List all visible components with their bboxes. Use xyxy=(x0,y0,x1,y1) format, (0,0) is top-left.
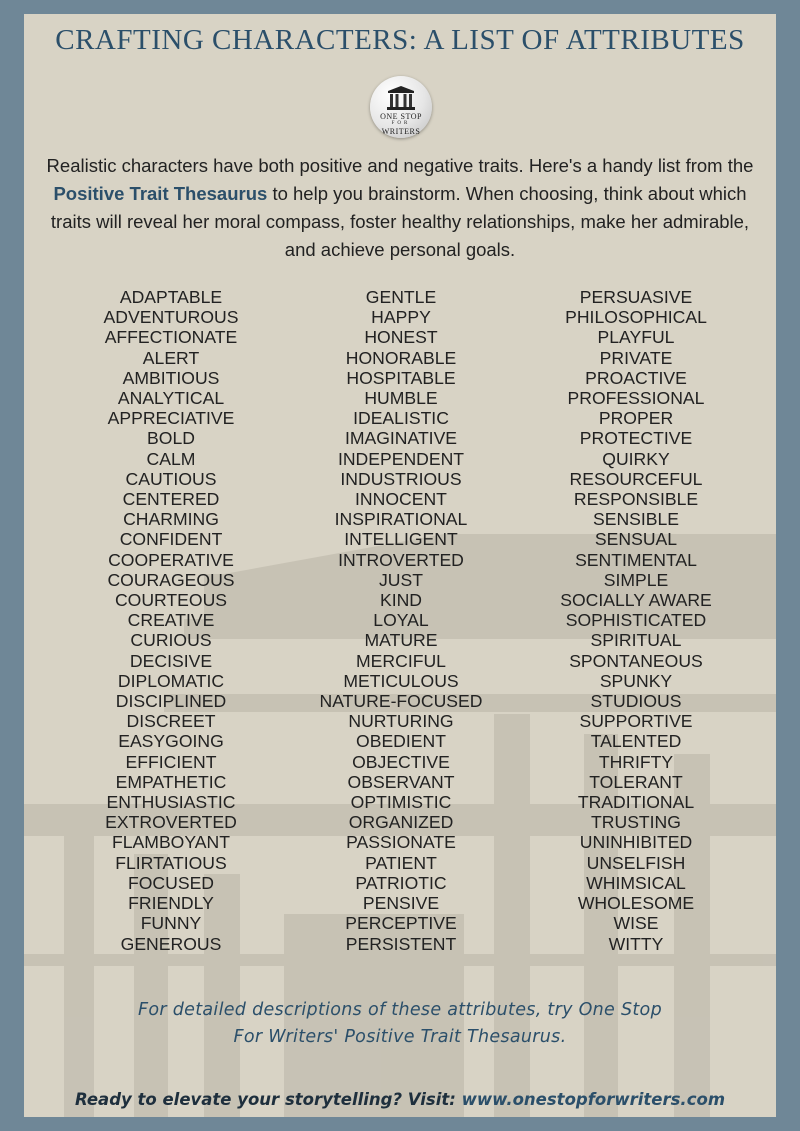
attribute-item: HOSPITABLE xyxy=(346,367,456,388)
attribute-item: GENEROUS xyxy=(120,933,222,954)
attribute-item: SIMPLE xyxy=(603,569,669,590)
attribute-item: KIND xyxy=(379,590,423,611)
attribute-item: AMBITIOUS xyxy=(122,367,220,388)
attribute-item: INDEPENDENT xyxy=(337,448,465,469)
attribute-item: UNSELFISH xyxy=(586,852,686,873)
footer-note-line-1: For detailed descriptions of these attributes, try One Stop xyxy=(138,1000,662,1020)
attribute-item: MERCIFUL xyxy=(356,650,446,671)
attribute-item: FUNNY xyxy=(140,913,202,934)
attribute-item: FLAMBOYANT xyxy=(112,832,230,853)
attribute-item: OBJECTIVE xyxy=(352,751,450,772)
attribute-item: ANALYTICAL xyxy=(117,388,225,409)
attribute-item: SOCIALLY AWARE xyxy=(560,590,712,611)
attribute-item: EXTROVERTED xyxy=(105,812,237,833)
call-to-action xyxy=(24,1090,776,1109)
attribute-item: PASSIONATE xyxy=(346,832,456,853)
building-icon xyxy=(386,85,416,111)
attribute-item: CHARMING xyxy=(123,509,219,530)
attribute-item: OBEDIENT xyxy=(356,731,446,752)
attribute-item: AFFECTIONATE xyxy=(104,327,238,348)
attribute-item: PENSIVE xyxy=(362,893,440,914)
attribute-item: CAUTIOUS xyxy=(125,468,217,489)
attribute-item: ORGANIZED xyxy=(348,812,454,833)
attribute-item: WHOLESOME xyxy=(577,893,695,914)
attribute-item: TRUSTING xyxy=(591,812,681,833)
attribute-item: STUDIOUS xyxy=(590,691,682,712)
footer-note-line-2: For Writers' Positive Trait Thesaurus. xyxy=(233,1027,567,1047)
attribute-item: FOCUSED xyxy=(127,872,215,893)
attribute-item: COURAGEOUS xyxy=(107,569,235,590)
attribute-item: SPIRITUAL xyxy=(590,630,682,651)
attribute-item: CENTERED xyxy=(122,489,220,510)
poster xyxy=(24,14,776,1117)
attribute-item: DECISIVE xyxy=(129,650,213,671)
intro-text-start: Realistic characters have both positive and negative traits. Here's a handy list from the xyxy=(46,155,754,176)
attribute-item: INDUSTRIOUS xyxy=(340,468,462,489)
attribute-item: NATURE-FOCUSED xyxy=(319,691,483,712)
attribute-item: UNINHIBITED xyxy=(579,832,693,853)
attribute-item: JUST xyxy=(379,569,423,590)
attribute-item: OPTIMISTIC xyxy=(350,792,452,813)
attribute-item: APPRECIATIVE xyxy=(107,408,235,429)
attribute-item: PERCEPTIVE xyxy=(345,913,457,934)
attribute-item: PROTECTIVE xyxy=(579,428,693,449)
attribute-item: ALERT xyxy=(142,347,200,368)
attribute-item: LOYAL xyxy=(373,610,429,631)
attributes-column-2 xyxy=(294,287,508,954)
attribute-item: SENSIBLE xyxy=(592,509,680,530)
attribute-item: COURTEOUS xyxy=(114,590,228,611)
attribute-item: DIPLOMATIC xyxy=(117,670,225,691)
attribute-item: ADVENTUROUS xyxy=(103,307,239,328)
attribute-item: NURTURING xyxy=(348,711,454,732)
attribute-item: RESOURCEFUL xyxy=(569,468,703,489)
intro-text-end: to help you brainstorm. When choosing, think about which traits will reveal her moral compass, foster healthy relationships, make her admirable, and achieve personal goals. xyxy=(50,183,750,260)
attribute-item: HONEST xyxy=(364,327,438,348)
attribute-item: SPONTANEOUS xyxy=(569,650,703,671)
attribute-item: IMAGINATIVE xyxy=(344,428,458,449)
attribute-item: HUMBLE xyxy=(364,388,438,409)
attribute-item: SPUNKY xyxy=(599,670,673,691)
attribute-item: CREATIVE xyxy=(127,610,215,631)
attribute-item: WISE xyxy=(613,913,659,934)
attribute-item: SOPHISTICATED xyxy=(565,610,707,631)
attribute-item: TRADITIONAL xyxy=(577,792,695,813)
attribute-item: HAPPY xyxy=(371,307,431,328)
logo-text-for: FOR xyxy=(391,121,411,126)
attribute-item: EASYGOING xyxy=(118,731,224,752)
attribute-item: IDEALISTIC xyxy=(353,408,449,429)
attribute-item: SENSUAL xyxy=(594,529,678,550)
attribute-item: BOLD xyxy=(147,428,195,449)
attribute-item: MATURE xyxy=(364,630,438,651)
attribute-item: INSPIRATIONAL xyxy=(334,509,468,530)
attribute-item: CALM xyxy=(146,448,196,469)
footer-note xyxy=(24,997,776,1051)
attribute-item: EMPATHETIC xyxy=(115,771,227,792)
positive-trait-thesaurus-link[interactable]: Positive Trait Thesaurus xyxy=(53,183,268,204)
attribute-item: PATRIOTIC xyxy=(355,872,447,893)
attribute-item: PRIVATE xyxy=(599,347,673,368)
attribute-item: PROFESSIONAL xyxy=(567,388,705,409)
attribute-item: CONFIDENT xyxy=(119,529,223,550)
attribute-item: WITTY xyxy=(608,933,664,954)
attribute-item: METICULOUS xyxy=(343,670,459,691)
logo-text-one-stop: ONE STOP xyxy=(380,112,422,121)
attribute-item: CURIOUS xyxy=(130,630,212,651)
attribute-item: PERSUASIVE xyxy=(579,287,693,307)
attribute-item: GENTLE xyxy=(365,287,437,307)
attribute-item: DISCREET xyxy=(126,711,216,732)
attribute-item: PHILOSOPHICAL xyxy=(565,307,707,328)
attribute-item: FRIENDLY xyxy=(128,893,214,914)
attribute-item: TALENTED xyxy=(590,731,682,752)
website-link[interactable]: www.onestopforwriters.com xyxy=(461,1090,726,1109)
attribute-item: WHIMSICAL xyxy=(586,872,686,893)
attribute-item: ENTHUSIASTIC xyxy=(106,792,236,813)
attribute-item: PLAYFUL xyxy=(597,327,675,348)
attribute-item: OBSERVANT xyxy=(347,771,455,792)
attribute-item: HONORABLE xyxy=(345,347,457,368)
attribute-item: DISCIPLINED xyxy=(115,691,227,712)
attribute-item: QUIRKY xyxy=(602,448,670,469)
attribute-item: THRIFTY xyxy=(598,751,674,772)
attribute-item: INTROVERTED xyxy=(338,549,464,570)
attribute-item: EFFICIENT xyxy=(125,751,217,772)
intro-paragraph xyxy=(34,152,766,264)
attributes-column-3 xyxy=(529,287,743,954)
page-title: CRAFTING CHARACTERS: A LIST OF ATTRIBUTES xyxy=(55,24,745,56)
attribute-item: COOPERATIVE xyxy=(108,549,234,570)
attribute-item: TOLERANT xyxy=(589,771,683,792)
attribute-item: PROACTIVE xyxy=(585,367,687,388)
attribute-item: INNOCENT xyxy=(355,489,447,510)
logo-text-writers: WRITERS xyxy=(381,127,421,136)
attribute-item: ADAPTABLE xyxy=(119,287,223,307)
attribute-item: PROPER xyxy=(598,408,674,429)
attributes-column-1 xyxy=(64,287,278,954)
one-stop-logo[interactable] xyxy=(370,76,432,138)
attribute-item: SENTIMENTAL xyxy=(575,549,697,570)
attribute-item: SUPPORTIVE xyxy=(579,711,693,732)
attribute-item: PERSISTENT xyxy=(345,933,457,954)
attribute-item: FLIRTATIOUS xyxy=(115,852,227,873)
attribute-item: RESPONSIBLE xyxy=(573,489,699,510)
attribute-item: PATIENT xyxy=(365,852,437,873)
cta-text: Ready to elevate your storytelling? Visit: xyxy=(74,1090,462,1109)
attribute-item: INTELLIGENT xyxy=(344,529,458,550)
